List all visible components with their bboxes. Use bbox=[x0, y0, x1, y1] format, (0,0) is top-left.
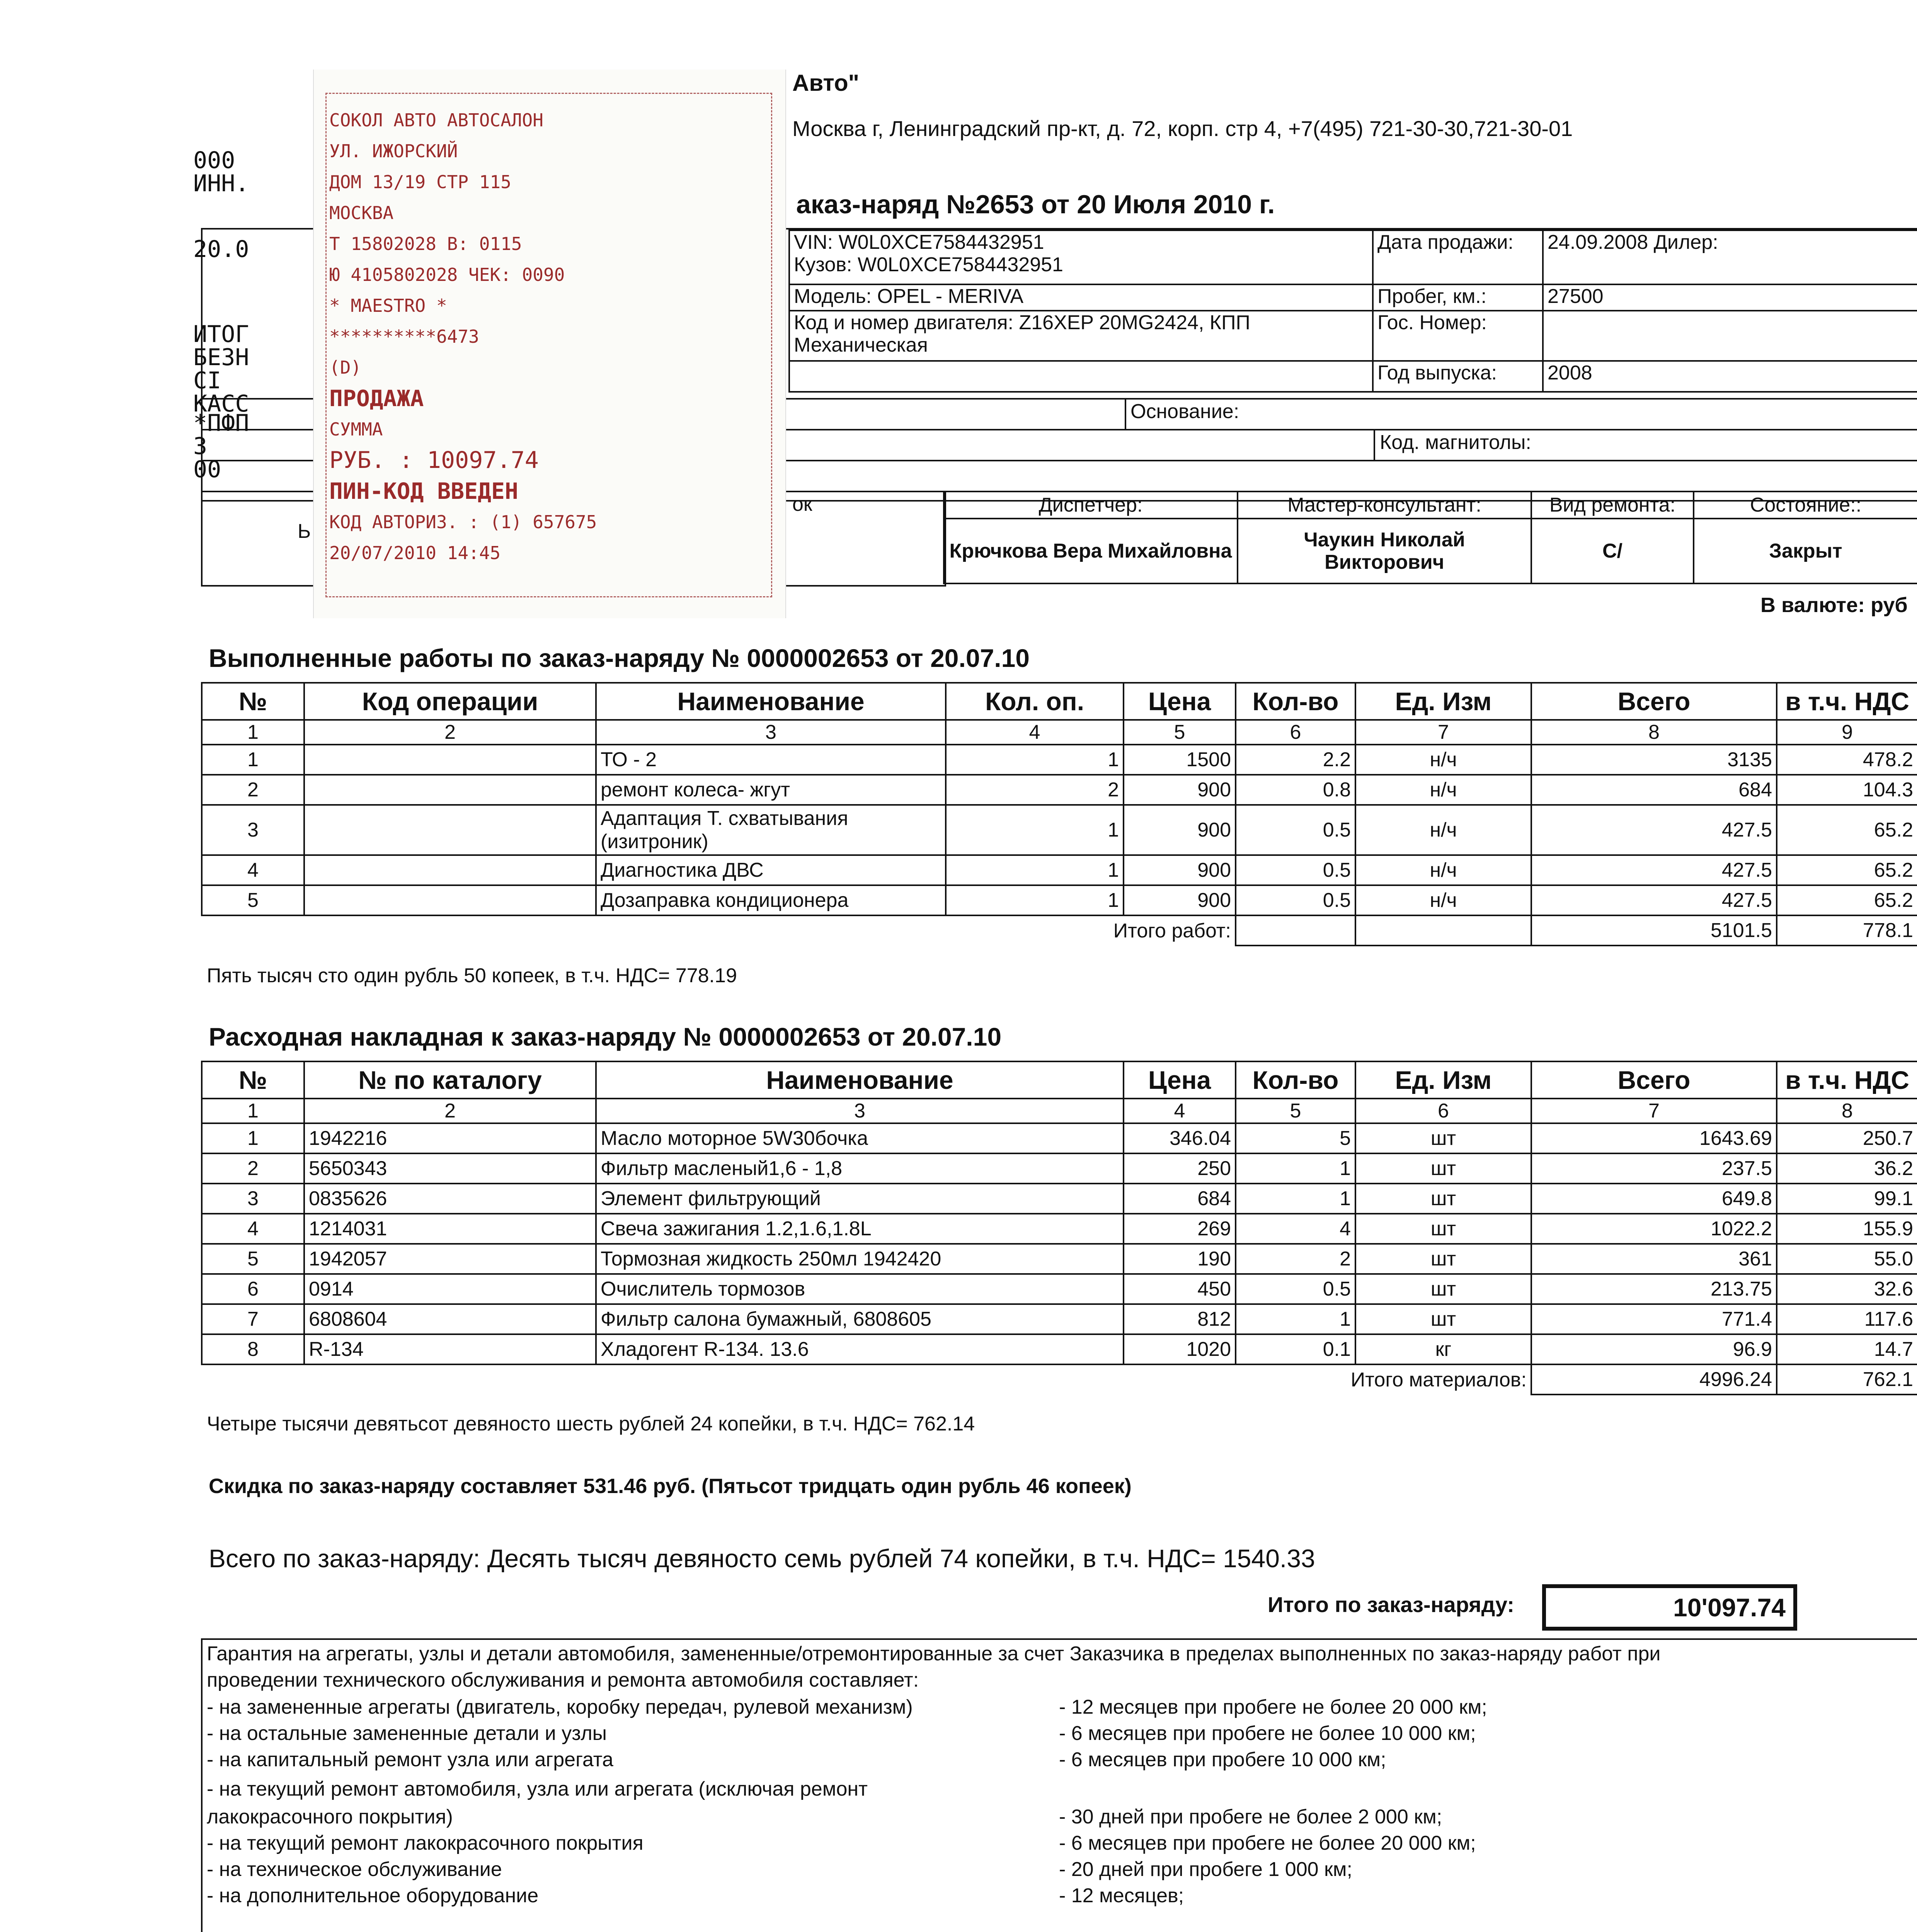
material-unit: кг bbox=[1355, 1334, 1531, 1364]
material-total: 1022.2 bbox=[1531, 1214, 1777, 1244]
receipt-line: МОСКВА bbox=[329, 202, 394, 223]
receipt-fragment: 000 bbox=[193, 147, 235, 174]
repair-type-value: С/ bbox=[1531, 519, 1694, 583]
material-price: 346.04 bbox=[1124, 1123, 1236, 1153]
vin: VIN: W0L0XCE7584432951 bbox=[794, 231, 1044, 253]
plate-label: Гос. Номер: bbox=[1373, 311, 1543, 361]
work-price: 900 bbox=[1124, 855, 1236, 885]
receipt-line: СОКОЛ АВТО АВТОСАЛОН bbox=[329, 110, 543, 131]
material-price: 190 bbox=[1124, 1244, 1236, 1274]
material-qty: 5 bbox=[1236, 1123, 1355, 1153]
material-price: 1020 bbox=[1124, 1334, 1236, 1364]
receipt-line: ПИН-КОД ВВЕДЕН bbox=[329, 478, 518, 504]
work-vat: 65.2 bbox=[1777, 885, 1917, 915]
receipt-fragment: ИНН. bbox=[193, 170, 249, 197]
repair-type-label: Вид ремонта: bbox=[1531, 492, 1694, 519]
works-header-8: в т.ч. НДС bbox=[1777, 683, 1917, 720]
material-name: Элемент фильтрующий bbox=[596, 1184, 1124, 1214]
work-price: 900 bbox=[1124, 805, 1236, 855]
receipt-fragment: З bbox=[193, 433, 208, 460]
material-total: 96.9 bbox=[1531, 1334, 1777, 1364]
materials-table bbox=[201, 1061, 1917, 1395]
works-row bbox=[202, 855, 1917, 885]
materials-row bbox=[202, 1123, 1917, 1153]
material-vat: 155.9 bbox=[1777, 1214, 1917, 1244]
materials-header-5: Ед. Изм bbox=[1355, 1061, 1531, 1099]
material-qty: 1 bbox=[1236, 1304, 1355, 1334]
material-number: 2 bbox=[202, 1153, 304, 1184]
master-label: Мастер-консультант: bbox=[1238, 492, 1531, 519]
material-catalog-number: 6808604 bbox=[304, 1304, 596, 1334]
work-price: 900 bbox=[1124, 775, 1236, 805]
basis-divider bbox=[1125, 398, 1126, 429]
material-unit: шт bbox=[1355, 1274, 1531, 1304]
radio-code-label: Код. магнитолы: bbox=[1380, 431, 1531, 454]
materials-header-2: Наименование bbox=[596, 1061, 1124, 1099]
receipt-fragment: БЕЗН bbox=[193, 344, 249, 371]
receipt-fragment: 20.0 bbox=[193, 236, 249, 263]
receipt-fragment: 00 bbox=[193, 456, 221, 483]
car-info-table bbox=[788, 230, 1917, 393]
materials-header-4: Кол-во bbox=[1236, 1061, 1355, 1099]
work-unit: н/ч bbox=[1355, 885, 1531, 915]
staff-left-fragment-1: ок bbox=[792, 493, 812, 515]
material-unit: шт bbox=[1355, 1214, 1531, 1244]
material-vat: 250.7 bbox=[1777, 1123, 1917, 1153]
works-header-2: Наименование bbox=[596, 683, 946, 720]
warranty-item-left: - на техническое обслуживание bbox=[207, 1858, 502, 1881]
currency-note: В валюте: руб bbox=[1760, 594, 1908, 617]
materials-col-index: 2 bbox=[304, 1099, 596, 1123]
work-vat: 478.2 bbox=[1777, 745, 1917, 775]
material-price: 450 bbox=[1124, 1274, 1236, 1304]
materials-col-index: 6 bbox=[1355, 1099, 1531, 1123]
warranty-item-right: - 6 месяцев при пробеге не более 10 000 км; bbox=[1059, 1722, 1476, 1745]
works-total-empty-1 bbox=[1236, 915, 1355, 946]
material-total: 1643.69 bbox=[1531, 1123, 1777, 1153]
receipt-fragment: *ПФП bbox=[193, 410, 249, 437]
receipt-line: ПРОДАЖА bbox=[329, 385, 424, 412]
material-number: 8 bbox=[202, 1334, 304, 1364]
materials-header-1: № по каталогу bbox=[304, 1061, 596, 1099]
materials-row bbox=[202, 1274, 1917, 1304]
materials-header-7: в т.ч. НДС bbox=[1777, 1061, 1917, 1099]
warranty-item-left: - на капитальный ремонт узла или агрегата bbox=[207, 1748, 613, 1771]
receipt-line: ДОМ 13/19 СТР 115 bbox=[329, 172, 511, 192]
receipt-fragment: СI bbox=[193, 367, 221, 394]
year-label: Год выпуска: bbox=[1373, 361, 1543, 392]
work-ops: 2 bbox=[946, 775, 1124, 805]
warranty-item-right: - 6 месяцев при пробеге 10 000 км; bbox=[1059, 1748, 1386, 1771]
work-ops: 1 bbox=[946, 885, 1124, 915]
warranty-item-right: - 30 дней при пробеге не более 2 000 км; bbox=[1059, 1806, 1442, 1828]
basis-label: Основание: bbox=[1130, 400, 1239, 423]
material-catalog-number: 0835626 bbox=[304, 1184, 596, 1214]
material-catalog-number: 0914 bbox=[304, 1274, 596, 1304]
material-name: Фильтр салона бумажный, 6808605 bbox=[596, 1304, 1124, 1334]
material-total: 213.75 bbox=[1531, 1274, 1777, 1304]
material-price: 812 bbox=[1124, 1304, 1236, 1334]
work-price: 900 bbox=[1124, 885, 1236, 915]
work-total: 427.5 bbox=[1531, 855, 1777, 885]
material-unit: шт bbox=[1355, 1123, 1531, 1153]
order-title: аказ-наряд №2653 от 20 Июля 2010 г. bbox=[796, 190, 1275, 219]
work-unit: н/ч bbox=[1355, 745, 1531, 775]
company-name: Авто" bbox=[792, 70, 860, 96]
material-vat: 99.1 bbox=[1777, 1184, 1917, 1214]
empty-cell bbox=[789, 361, 1373, 392]
receipt-line: Т 15802028 В: 0115 bbox=[329, 233, 522, 254]
receipt-fragment: КАСС bbox=[193, 390, 249, 417]
works-header-6: Ед. Изм bbox=[1355, 683, 1531, 720]
receipt-line: КОД АВТОРИЗ. : (1) 657675 bbox=[329, 512, 597, 532]
materials-title: Расходная накладная к заказ-наряду № 0000002653 от 20.07.10 bbox=[209, 1022, 1002, 1051]
state-value: Закрыт bbox=[1694, 519, 1917, 583]
work-qty: 0.5 bbox=[1236, 805, 1355, 855]
grand-total-value: 10'097.74 bbox=[1542, 1584, 1797, 1631]
material-price: 684 bbox=[1124, 1184, 1236, 1214]
warranty-intro-2: проведении технического обслуживания и ремонта автомобиля составляет: bbox=[207, 1669, 919, 1691]
grand-total-label: Итого по заказ-наряду: bbox=[1268, 1592, 1515, 1617]
materials-row bbox=[202, 1214, 1917, 1244]
work-code bbox=[304, 775, 596, 805]
material-catalog-number: 1942216 bbox=[304, 1123, 596, 1153]
material-name: Свеча зажигания 1.2,1.6,1.8L bbox=[596, 1214, 1124, 1244]
material-qty: 4 bbox=[1236, 1214, 1355, 1244]
work-total: 427.5 bbox=[1531, 885, 1777, 915]
works-col-index: 1 bbox=[202, 720, 304, 745]
material-catalog-number: R-134 bbox=[304, 1334, 596, 1364]
work-code bbox=[304, 885, 596, 915]
work-ops: 1 bbox=[946, 805, 1124, 855]
works-header-4: Цена bbox=[1124, 683, 1236, 720]
materials-total-words: Четыре тысячи девятьсот девяносто шесть рублей 24 копейки, в т.ч. НДС= 762.14 bbox=[207, 1413, 975, 1435]
material-total: 771.4 bbox=[1531, 1304, 1777, 1334]
materials-row bbox=[202, 1244, 1917, 1274]
work-number: 5 bbox=[202, 885, 304, 915]
model: Модель: OPEL - MERIVA bbox=[789, 284, 1373, 311]
work-qty: 0.8 bbox=[1236, 775, 1355, 805]
receipt-line: (D) bbox=[329, 357, 362, 378]
material-vat: 14.7 bbox=[1777, 1334, 1917, 1364]
radio-divider bbox=[1374, 429, 1375, 460]
material-unit: шт bbox=[1355, 1244, 1531, 1274]
material-qty: 1 bbox=[1236, 1153, 1355, 1184]
receipt-fragment: ИТОГ bbox=[193, 321, 249, 348]
material-number: 6 bbox=[202, 1274, 304, 1304]
materials-header-0: № bbox=[202, 1061, 304, 1099]
material-vat: 36.2 bbox=[1777, 1153, 1917, 1184]
warranty-item-left: - на текущий ремонт автомобиля, узла или агрегата (исключая ремонт bbox=[207, 1778, 868, 1800]
works-header-1: Код операции bbox=[304, 683, 596, 720]
material-name: Фильтр масленый1,6 - 1,8 bbox=[596, 1153, 1124, 1184]
material-catalog-number: 1942057 bbox=[304, 1244, 596, 1274]
warranty-item-left: лакокрасочного покрытия) bbox=[207, 1806, 453, 1828]
materials-header-3: Цена bbox=[1124, 1061, 1236, 1099]
materials-total: 4996.24 bbox=[1531, 1364, 1777, 1395]
materials-col-index: 5 bbox=[1236, 1099, 1355, 1123]
sale-date-label: Дата продажи: bbox=[1373, 230, 1543, 284]
work-ops: 1 bbox=[946, 855, 1124, 885]
body-number: Кузов: W0L0XCE7584432951 bbox=[794, 253, 1063, 276]
works-header-5: Кол-во bbox=[1236, 683, 1355, 720]
works-row bbox=[202, 745, 1917, 775]
engine-info: Код и номер двигателя: Z16XEP 20MG2424, КПП Механическая bbox=[789, 311, 1373, 361]
warranty-item-left: - на дополнительное оборудование bbox=[207, 1884, 539, 1907]
work-qty: 0.5 bbox=[1236, 885, 1355, 915]
state-label: Состояние:: bbox=[1694, 492, 1917, 519]
works-header-0: № bbox=[202, 683, 304, 720]
receipt-line: * MAESTRO * bbox=[329, 295, 447, 316]
work-qty: 2.2 bbox=[1236, 745, 1355, 775]
receipt-line: 20/07/2010 14:45 bbox=[329, 543, 501, 563]
work-price: 1500 bbox=[1124, 745, 1236, 775]
work-unit: н/ч bbox=[1355, 775, 1531, 805]
works-col-index: 9 bbox=[1777, 720, 1917, 745]
material-catalog-number: 5650343 bbox=[304, 1153, 596, 1184]
company-address: Москва г, Ленинградский пр-кт, д. 72, корп. стр 4, +7(495) 721-30-30,721-30-01 bbox=[792, 116, 1573, 141]
discount-note: Скидка по заказ-наряду составляет 531.46 руб. (Пятьсот тридцать один рубль 46 копеек) bbox=[209, 1475, 1132, 1498]
material-qty: 0.1 bbox=[1236, 1334, 1355, 1364]
works-total: 5101.5 bbox=[1531, 915, 1777, 946]
material-qty: 2 bbox=[1236, 1244, 1355, 1274]
work-name: Адаптация Т. схватывания (изитроник) bbox=[596, 805, 946, 855]
work-number: 2 bbox=[202, 775, 304, 805]
work-number: 3 bbox=[202, 805, 304, 855]
materials-col-index: 3 bbox=[596, 1099, 1124, 1123]
material-catalog-number: 1214031 bbox=[304, 1214, 596, 1244]
year-value: 2008 bbox=[1543, 361, 1917, 392]
material-name: Хладогент R-134. 13.6 bbox=[596, 1334, 1124, 1364]
warranty-item-left: - на текущий ремонт лакокрасочного покрытия bbox=[207, 1832, 644, 1854]
works-table bbox=[201, 682, 1917, 946]
works-total-words: Пять тысяч сто один рубль 50 копеек, в т.ч. НДС= 778.19 bbox=[207, 964, 737, 987]
material-number: 3 bbox=[202, 1184, 304, 1214]
works-row bbox=[202, 775, 1917, 805]
work-name: ТО - 2 bbox=[596, 745, 946, 775]
work-total: 684 bbox=[1531, 775, 1777, 805]
work-ops: 1 bbox=[946, 745, 1124, 775]
material-name: Тормозная жидкость 250мл 1942420 bbox=[596, 1244, 1124, 1274]
works-total-vat: 778.1 bbox=[1777, 915, 1917, 946]
works-header-3: Кол. оп. bbox=[946, 683, 1124, 720]
work-qty: 0.5 bbox=[1236, 855, 1355, 885]
materials-header-6: Всего bbox=[1531, 1061, 1777, 1099]
mileage-value: 27500 bbox=[1543, 284, 1917, 311]
work-unit: н/ч bbox=[1355, 805, 1531, 855]
work-vat: 65.2 bbox=[1777, 855, 1917, 885]
warranty-intro-1: Гарантия на агрегаты, узлы и детали автомобиля, замененные/отремонтированные за счет Заказчика в пределах выполненных по заказ-наряду работ при bbox=[207, 1643, 1661, 1665]
works-col-index: 2 bbox=[304, 720, 596, 745]
work-code bbox=[304, 805, 596, 855]
work-total: 3135 bbox=[1531, 745, 1777, 775]
material-total: 649.8 bbox=[1531, 1184, 1777, 1214]
material-number: 7 bbox=[202, 1304, 304, 1334]
material-number: 5 bbox=[202, 1244, 304, 1274]
materials-col-index: 8 bbox=[1777, 1099, 1917, 1123]
material-unit: шт bbox=[1355, 1304, 1531, 1334]
works-row bbox=[202, 885, 1917, 915]
material-price: 250 bbox=[1124, 1153, 1236, 1184]
work-code bbox=[304, 855, 596, 885]
warranty-item-left: - на замененные агрегаты (двигатель, коробку передач, рулевой механизм) bbox=[207, 1696, 913, 1718]
material-number: 1 bbox=[202, 1123, 304, 1153]
material-vat: 55.0 bbox=[1777, 1244, 1917, 1274]
materials-col-index: 1 bbox=[202, 1099, 304, 1123]
works-total-empty-2 bbox=[1355, 915, 1531, 946]
material-total: 361 bbox=[1531, 1244, 1777, 1274]
material-total: 237.5 bbox=[1531, 1153, 1777, 1184]
works-title: Выполненные работы по заказ-наряду № 0000002653 от 20.07.10 bbox=[209, 644, 1030, 672]
warranty-item-right: - 6 месяцев при пробеге не более 20 000 км; bbox=[1059, 1832, 1476, 1854]
dispatcher-label: Диспетчер: bbox=[944, 492, 1238, 519]
warranty-item-right: - 12 месяцев при пробеге не более 20 000 км; bbox=[1059, 1696, 1487, 1718]
materials-col-index: 4 bbox=[1124, 1099, 1236, 1123]
warranty-item-right: - 20 дней при пробеге 1 000 км; bbox=[1059, 1858, 1352, 1881]
materials-row bbox=[202, 1334, 1917, 1364]
grand-total-words: Всего по заказ-наряду: Десять тысяч девяносто семь рублей 74 копейки, в т.ч. НДС= 1540.33 bbox=[209, 1544, 1315, 1573]
sale-date-value: 24.09.2008 Дилер: bbox=[1543, 230, 1917, 284]
materials-row bbox=[202, 1184, 1917, 1214]
material-name: Очислитель тормозов bbox=[596, 1274, 1124, 1304]
material-number: 4 bbox=[202, 1214, 304, 1244]
materials-total-label: Итого материалов: bbox=[202, 1364, 1531, 1395]
material-vat: 32.6 bbox=[1777, 1274, 1917, 1304]
vin-cell bbox=[789, 230, 1373, 284]
work-vat: 65.2 bbox=[1777, 805, 1917, 855]
work-number: 1 bbox=[202, 745, 304, 775]
staff-left-fragment-2: Ь bbox=[298, 520, 311, 543]
receipt-line: Ю 4105802028 ЧЕК: 0090 bbox=[329, 264, 565, 285]
mileage-label: Пробег, км.: bbox=[1373, 284, 1543, 311]
receipt-line: **********6473 bbox=[329, 326, 479, 347]
works-col-index: 6 bbox=[1236, 720, 1355, 745]
works-col-index: 5 bbox=[1124, 720, 1236, 745]
works-col-index: 7 bbox=[1355, 720, 1531, 745]
work-name: Дозаправка кондиционера bbox=[596, 885, 946, 915]
receipt-line: РУБ. : 10097.74 bbox=[329, 447, 539, 474]
work-name: ремонт колеса- жгут bbox=[596, 775, 946, 805]
material-unit: шт bbox=[1355, 1184, 1531, 1214]
work-name: Диагностика ДВС bbox=[596, 855, 946, 885]
works-col-index: 8 bbox=[1531, 720, 1777, 745]
work-code bbox=[304, 745, 596, 775]
work-vat: 104.3 bbox=[1777, 775, 1917, 805]
staff-table bbox=[943, 491, 1917, 584]
master-name: Чаукин Николай Викторович bbox=[1238, 519, 1531, 583]
material-vat: 117.6 bbox=[1777, 1304, 1917, 1334]
works-col-index: 4 bbox=[946, 720, 1124, 745]
receipt-line: СУММА bbox=[329, 419, 383, 440]
material-price: 269 bbox=[1124, 1214, 1236, 1244]
card-receipt bbox=[313, 70, 786, 618]
work-total: 427.5 bbox=[1531, 805, 1777, 855]
materials-total-vat: 762.1 bbox=[1777, 1364, 1917, 1395]
plate-value bbox=[1543, 311, 1917, 361]
works-col-index: 3 bbox=[596, 720, 946, 745]
warranty-item-left: - на остальные замененные детали и узлы bbox=[207, 1722, 607, 1745]
work-number: 4 bbox=[202, 855, 304, 885]
materials-row bbox=[202, 1153, 1917, 1184]
materials-col-index: 7 bbox=[1531, 1099, 1777, 1123]
material-name: Масло моторное 5W30бочка bbox=[596, 1123, 1124, 1153]
material-qty: 0.5 bbox=[1236, 1274, 1355, 1304]
materials-row bbox=[202, 1304, 1917, 1334]
material-qty: 1 bbox=[1236, 1184, 1355, 1214]
dispatcher-name: Крючкова Вера Михайловна bbox=[944, 519, 1238, 583]
works-total-label: Итого работ: bbox=[202, 915, 1236, 946]
works-row bbox=[202, 805, 1917, 855]
receipt-line: УЛ. ИЖОРСКИЙ bbox=[329, 141, 458, 162]
work-unit: н/ч bbox=[1355, 855, 1531, 885]
warranty-item-right: - 12 месяцев; bbox=[1059, 1884, 1184, 1907]
material-unit: шт bbox=[1355, 1153, 1531, 1184]
works-header-7: Всего bbox=[1531, 683, 1777, 720]
